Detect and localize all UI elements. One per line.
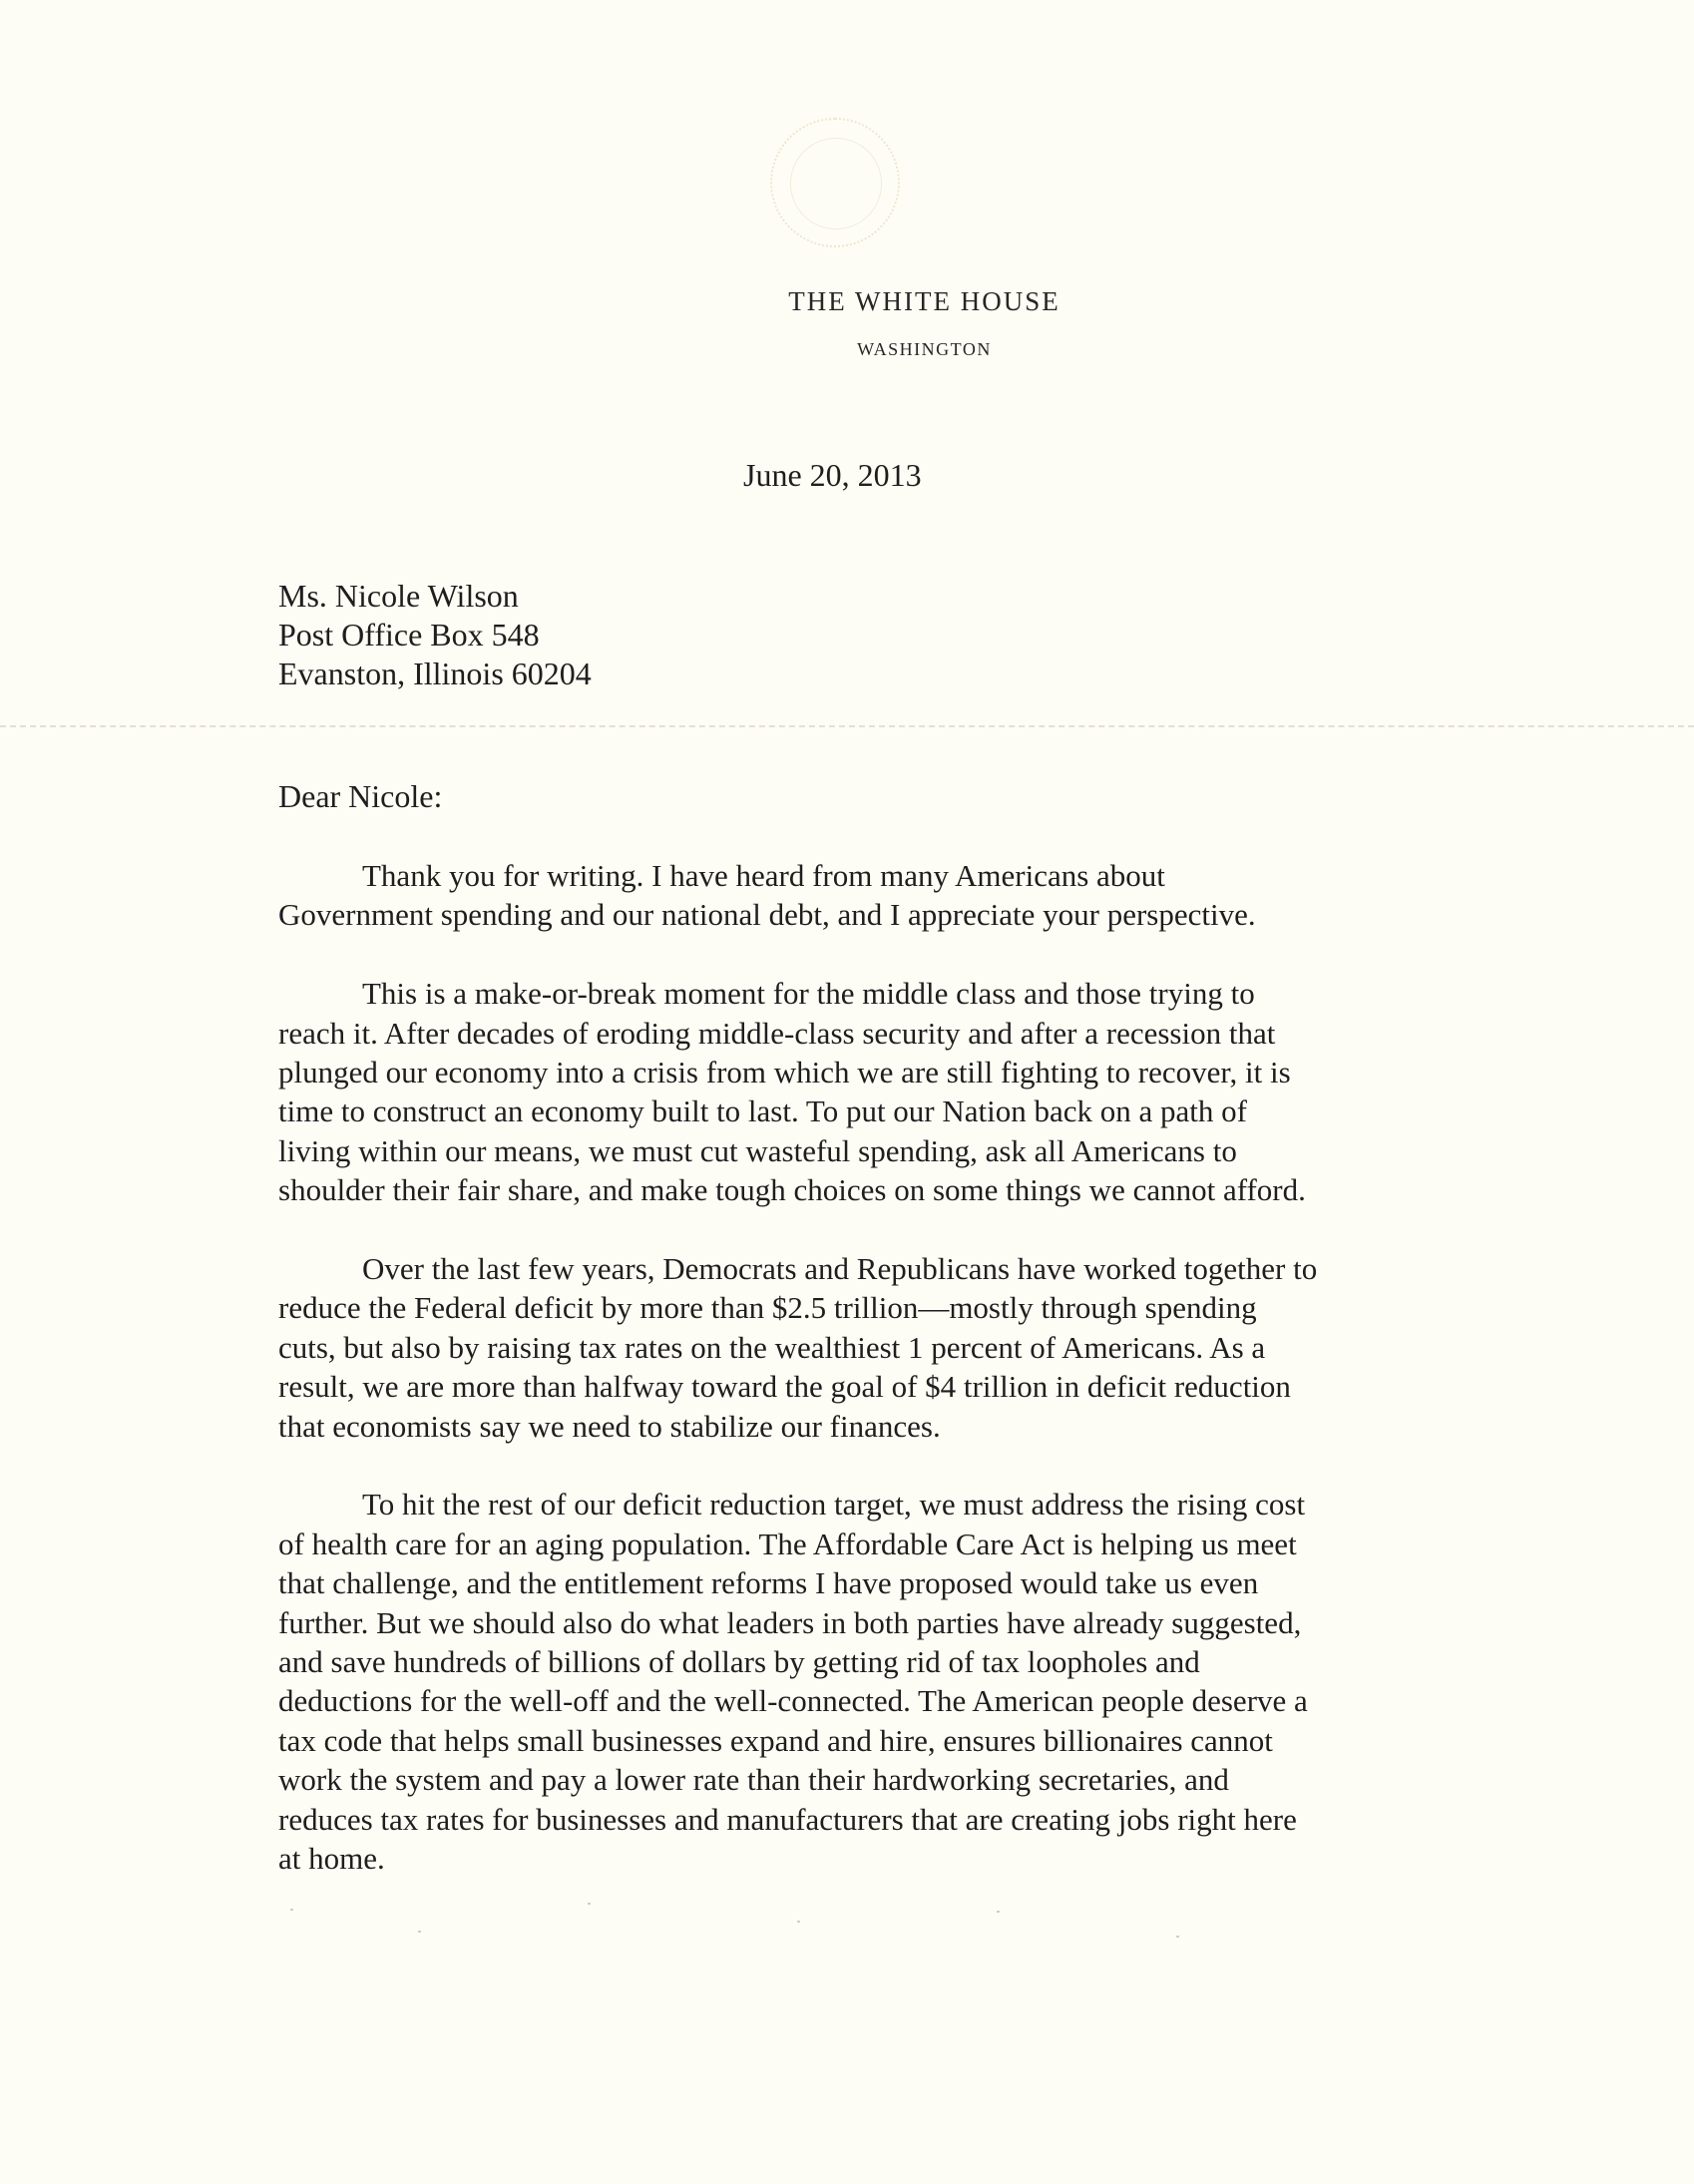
paragraph-line: This is a make-or-break moment for the middle class and those trying to (362, 976, 1255, 1012)
paragraph-line: Thank you for writing. I have heard from many Americans about (362, 858, 1165, 893)
paragraph-line: reduce the Federal deficit by more than $2.5 trillion—mostly through spending (278, 1290, 1257, 1326)
paragraph-line: Government spending and our national debt, and I appreciate your perspective. (278, 897, 1256, 933)
paragraph-line: cuts, but also by raising tax rates on the wealthiest 1 percent of Americans. As a (278, 1329, 1266, 1365)
paragraph-line: reach it. After decades of eroding middle-class security and after a recession that (278, 1015, 1276, 1051)
paragraph-line: plunged our economy into a crisis from which we are still fighting to recover, it is (278, 1055, 1291, 1091)
embossed-seal-icon (770, 118, 900, 247)
scan-speck (290, 1909, 293, 1911)
salutation: Dear Nicole: (278, 778, 443, 814)
fold-line (0, 725, 1694, 727)
paragraph-line: living within our means, we must cut wasteful spending, ask all Americans to (278, 1132, 1237, 1168)
letter-date: June 20, 2013 (743, 457, 922, 493)
recipient-address-line-1: Post Office Box 548 (278, 617, 540, 653)
paragraph-line: time to construct an economy built to last. To put our Nation back on a path of (278, 1093, 1247, 1129)
paragraph-line: that economists say we need to stabilize our finances. (278, 1408, 941, 1444)
recipient-name: Ms. Nicole Wilson (278, 578, 519, 614)
paragraph-line: and save hundreds of billions of dollars by getting rid of tax loopholes and (278, 1644, 1200, 1680)
recipient-address-line-2: Evanston, Illinois 60204 (278, 655, 592, 691)
letterhead-title: THE WHITE HOUSE (788, 286, 1060, 316)
paragraph-line: result, we are more than halfway toward the goal of $4 trillion in deficit reduction (278, 1369, 1291, 1405)
paragraph-line: deductions for the well-off and the well-connected. The American people deserve a (278, 1683, 1308, 1719)
scan-specks (278, 1891, 1276, 1970)
paragraph-line: shoulder their fair share, and make tough choices on some things we cannot afford. (278, 1172, 1306, 1208)
letter-body (278, 856, 1436, 1918)
paragraph-line: that challenge, and the entitlement reforms I have proposed would take us even (278, 1565, 1259, 1601)
letterhead-city: WASHINGTON (857, 339, 992, 359)
scan-speck (418, 1931, 421, 1933)
paragraph-line: of health care for an aging population. The Affordable Care Act is helping us meet (278, 1526, 1297, 1561)
paragraph-line: tax code that helps small businesses expand and hire, ensures billionaires cannot (278, 1722, 1273, 1758)
scan-speck (797, 1921, 800, 1923)
paragraph-line: work the system and pay a lower rate than their hardworking secretaries, and (278, 1762, 1229, 1798)
scan-speck (997, 1911, 1000, 1913)
seal-inner-ring (790, 138, 882, 229)
paragraph (278, 856, 1436, 935)
paragraph-line: Over the last few years, Democrats and Republicans have worked together to (362, 1251, 1318, 1287)
paragraph (278, 1249, 1436, 1446)
paragraph-line: reduces tax rates for businesses and manufacturers that are creating jobs right here (278, 1801, 1297, 1837)
scan-speck (1176, 1936, 1179, 1938)
paragraph-line: To hit the rest of our deficit reduction target, we must address the rising cost (362, 1487, 1306, 1523)
paragraph-line: further. But we should also do what leaders in both parties have already suggested, (278, 1604, 1302, 1640)
scan-speck (588, 1903, 591, 1905)
paragraph (278, 1485, 1436, 1878)
recipient-address (278, 577, 592, 693)
paragraph (278, 974, 1436, 1209)
paragraph-line: at home. (278, 1841, 385, 1877)
